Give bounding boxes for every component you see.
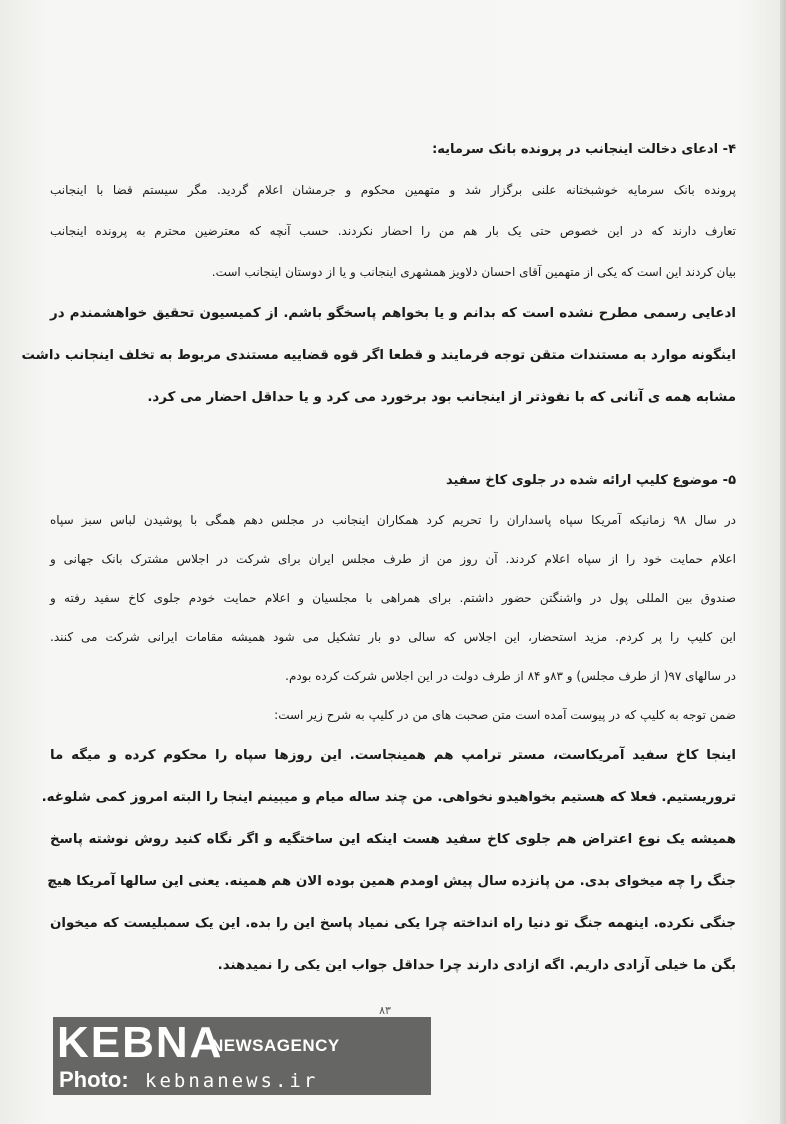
quote-line: جنگی نکرده. اینهمه جنگ تو دنیا راه انداخته چرا یکی نمیاد پاسخ این را بده. این یک سمبلیست که میخوان bbox=[50, 916, 736, 931]
bold-text-line: اینگونه موارد به مستندات متقن توجه فرمایند و قطعا اگر قوه قضاییه مستندی مربوط به تخلف اینجانب داشت bbox=[21, 348, 736, 363]
section-4-bold-paragraph bbox=[21, 293, 736, 419]
section-5-heading: ۵- موضوع کلیپ ارائه شده در جلوی کاخ سفید bbox=[445, 473, 736, 488]
text-line: صندوق بین المللی پول در واشنگتن حضور داشتم. برای همراهی با مجلسیان و اعلام حمایت خودم جلوی کاخ سفید رفته و bbox=[50, 591, 736, 605]
intro-line: ضمن توجه به کلیپ که در پیوست آمده است متن صحبت های من در کلیپ به شرح زیر است: bbox=[274, 708, 736, 722]
quote-line: جنگ را چه میخوای بدی. من پانزده سال پیش اومدم همین بوده الان هم همینه. یعنی این سالها آمریکا هیچ bbox=[47, 874, 736, 889]
watermark-site: kebnanews.ir bbox=[145, 1070, 319, 1092]
text-line: تعارف دارند که در این خصوص حتی یک بار هم من را احضار نکردند. حسب آنچه که معترضین محترم به پرونده اینجانب bbox=[50, 224, 736, 238]
section-4-heading: ۴- ادعای دخالت اینجانب در پرونده بانک سرمایه: bbox=[432, 142, 736, 157]
agency-watermark bbox=[53, 1017, 431, 1095]
text-line: پرونده بانک سرمایه خوشبختانه علنی برگزار شد و متهمین محکوم و جرمشان اعلام گردید. مگر سیستم قضا با اینجانب bbox=[50, 183, 736, 197]
bold-text-line: ادعایی رسمی مطرح نشده است که بدانم و یا بخواهم پاسخگو باشم. از کمیسیون تحقیق خواهشمندم در bbox=[50, 306, 736, 321]
clip-transcript bbox=[41, 735, 736, 987]
bold-text-line: مشابه همه ی آنانی که با نفوذتر از اینجانب بود برخورد می کرد و یا حداقل احضار می کرد. bbox=[147, 390, 736, 405]
quote-line: بگن ما خیلی آزادی داریم. اگه ازادی دارند چرا حداقل جواب این یکی را نمیدهند. bbox=[217, 958, 736, 973]
text-line: این کلیپ را پر کردم. مزید استحضار، این اجلاس که سالی دو بار تشکیل می شود همیشه مقامات ایرانی شرکت می کنند. bbox=[50, 630, 736, 644]
text-line: در سالهای ۹۷( از طرف مجلس) و ۸۳و ۸۴ از طرف دولت در این اجلاس شرکت کرده بودم. bbox=[285, 669, 736, 683]
quote-line: تروریستیم. فعلا که هستیم بخواهیدو نخواهی. من چند ساله میام و میبینم اینجا را البته امروز کمی شلوغه. bbox=[41, 790, 736, 805]
quote-line: همیشه یک نوع اعتراض هم جلوی کاخ سفید هست اینکه این ساختگیه و اگر نگاه کنید روش نوشته پاسخ bbox=[50, 832, 736, 847]
text-line: بیان کردند این است که یکی از متهمین آقای احسان دلاویز همشهری اینجانب و یا از دوستان اینجانب است. bbox=[211, 265, 736, 279]
quote-line: اینجا کاخ سفید آمریکاست، مستر ترامپ هم همینجاست. این روزها سپاه را محکوم کرده و میگه ما bbox=[50, 748, 736, 763]
watermark-brand: KEBNA bbox=[57, 1018, 224, 1067]
section-5-paragraph bbox=[50, 501, 736, 735]
document-body bbox=[21, 140, 736, 987]
page-number: ۸۳ bbox=[379, 1004, 391, 1017]
watermark-subtitle: NEWSAGENCY bbox=[211, 1036, 340, 1055]
section-4-paragraph bbox=[50, 170, 736, 293]
page-edge-shadow bbox=[780, 0, 786, 1124]
text-line: اعلام حمایت خود را از سپاه اعلام کردند. آن روز من از طرف مجلس ایران برای شرکت در اجلاس مشترک بانک جهانی و bbox=[50, 552, 736, 566]
text-line: در سال ۹۸ زمانیکه آمریکا سپاه پاسداران را تحریم کرد همکاران اینجانب در مجلس دهم همگی با پوشیدن لباس سبز سپاه bbox=[50, 513, 736, 527]
watermark-photo-label: Photo: bbox=[59, 1067, 129, 1092]
